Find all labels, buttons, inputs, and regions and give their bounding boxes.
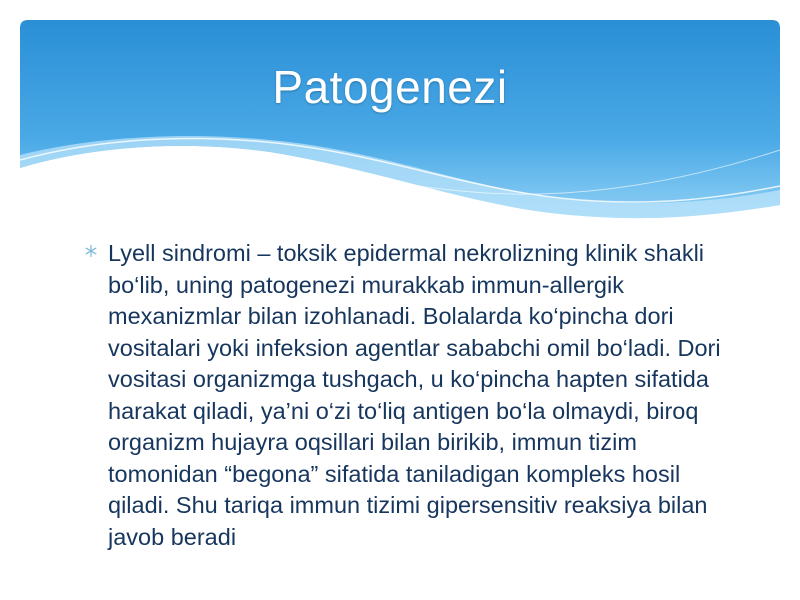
slide-title: Patogenezi [272,61,508,113]
bullet-item [84,238,734,553]
snowflake-icon [84,244,98,258]
bullet-text: Lyell sindromi – toksik epidermal nekrolizning klinik shakli bo‘lib, uning patogenezi murakkab immun-allergik mexanizmlar bilan izohlanadi. Bolalarda ko‘pincha dori vositalari yoki infeksion agentlar sababchi omil bo‘ladi. Dori vositasi organizmga tushgach, u ko‘pincha hapten sifatida harakat qiladi, ya’ni o‘zi to‘liq antigen bo‘la olmaydi, biroq organizm hujayra oqsillari bilan birikib, immun tizim tomonidan “begona” sifatida taniladigan kompleks hosil qiladi. Shu tariqa immun tizimi gipersensitiv reaksiya bilan javob beradi [108,240,721,550]
header-wave-background [0,0,800,240]
slide-content [84,238,734,553]
